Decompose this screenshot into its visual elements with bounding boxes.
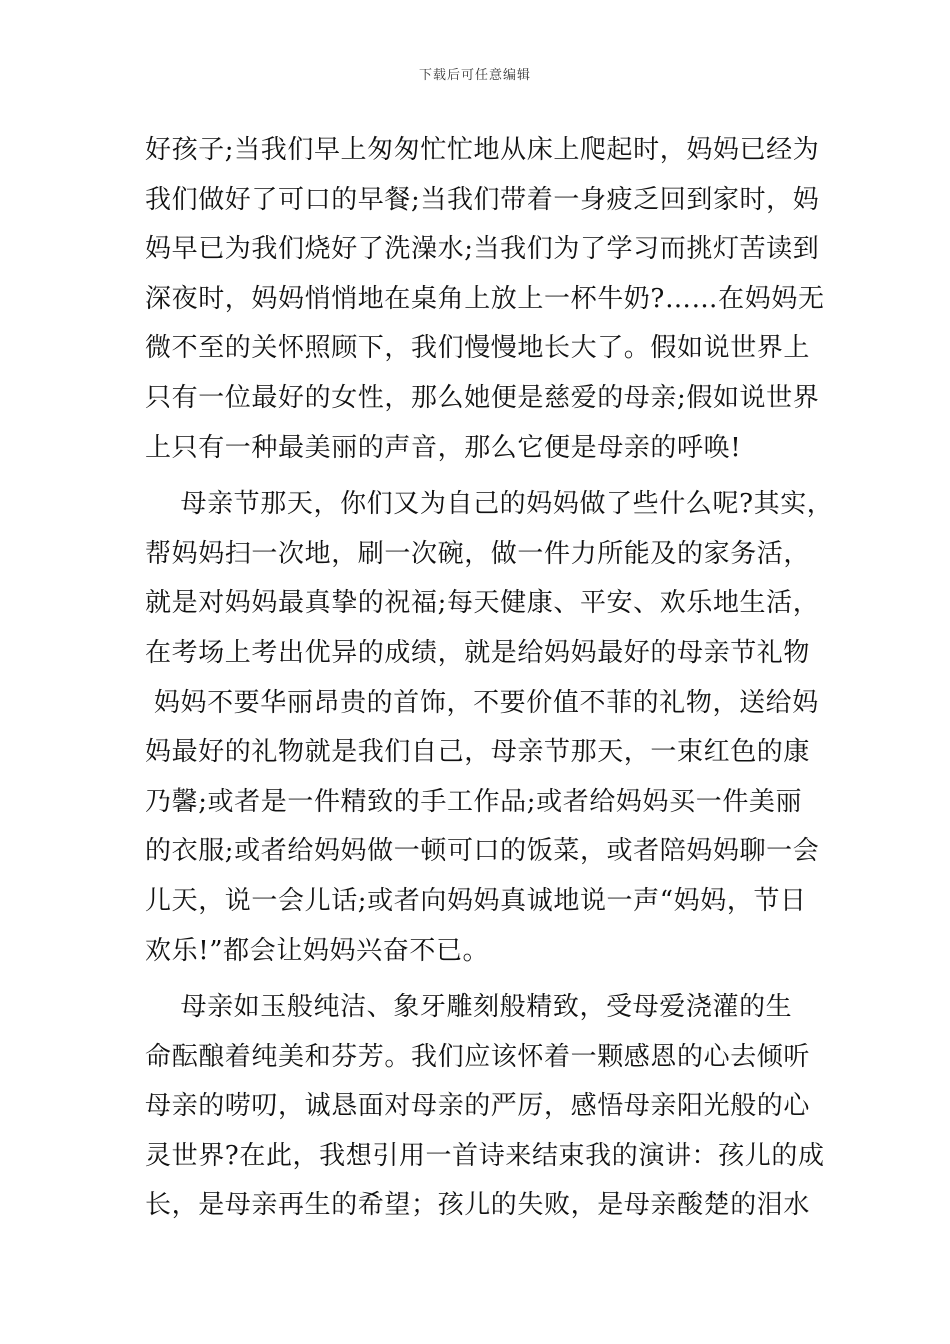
text-line: 妈最好的礼物就是我们自己，母亲节那天，一束红色的康 xyxy=(145,737,811,768)
paragraph-3 xyxy=(145,983,825,1231)
text-line: 灵世界?在此，我想引用一首诗来结束我的演讲：孩儿的成 xyxy=(145,1140,825,1171)
text-line: 母亲的唠叨，诚恳面对母亲的严厉，感悟母亲阳光般的心 xyxy=(145,1091,811,1122)
text-line: 妈早已为我们烧好了洗澡水;当我们为了学习而挑灯苦读到 xyxy=(145,234,820,265)
paragraph-2 xyxy=(145,480,834,976)
text-line: 母亲如玉般纯洁、象牙雕刻般精致，受母爱浇灌的生 xyxy=(145,992,793,1023)
text-line: 只有一位最好的女性，那么她便是慈爱的母亲;假如说世界 xyxy=(145,382,820,413)
text-line: 母亲节那天，你们又为自己的妈妈做了些什么呢?其实， xyxy=(145,489,834,520)
text-line: 上只有一种最美丽的声音，那么它便是母亲的呼唤! xyxy=(145,432,742,463)
text-line: 在考场上考出优异的成绩，就是给妈妈最好的母亲节礼物 xyxy=(145,637,811,668)
text-line: 就是对妈妈最真挚的祝福;每天健康、平安、欢乐地生活， xyxy=(145,588,820,619)
text-line: 好孩子;当我们早上匆匆忙忙地从床上爬起时，妈妈已经为 xyxy=(145,135,820,165)
document-body xyxy=(145,126,834,1231)
text-line: 长，是母亲再生的希望；孩儿的失败，是母亲酸楚的泪水 xyxy=(145,1190,811,1221)
text-line: 深夜时，妈妈悄悄地在桌角上放上一杯牛奶?……在妈妈无 xyxy=(145,283,825,314)
text-line: 乃馨;或者是一件精致的手工作品;或者给妈妈买一件美丽 xyxy=(145,786,803,817)
text-line: 妈妈不要华丽昂贵的首饰，不要价值不菲的礼物，送给妈 xyxy=(145,687,819,718)
text-line: 儿天，说一会儿话;或者向妈妈真诚地说一声“妈妈，节日 xyxy=(145,885,807,916)
paragraph-1 xyxy=(145,126,825,473)
paragraph-spacer xyxy=(145,976,815,983)
paragraph-spacer xyxy=(145,473,815,480)
page-header: 下载后可任意编辑 xyxy=(418,68,531,83)
text-line: 微不至的关怀照顾下，我们慢慢地长大了。假如说世界上 xyxy=(145,333,811,364)
text-line: 的衣服;或者给妈妈做一顿可口的饭菜，或者陪妈妈聊一会 xyxy=(145,836,820,867)
text-line: 帮妈妈扫一次地，刷一次碗，做一件力所能及的家务活， xyxy=(145,538,811,569)
text-line: 我们做好了可口的早餐;当我们带着一身疲乏回到家时，妈 xyxy=(145,184,820,215)
text-line: 命酝酿着纯美和芬芳。我们应该怀着一颗感恩的心去倾听 xyxy=(145,1041,811,1072)
text-line: 欢乐!”都会让妈妈兴奋不已。 xyxy=(145,935,490,966)
